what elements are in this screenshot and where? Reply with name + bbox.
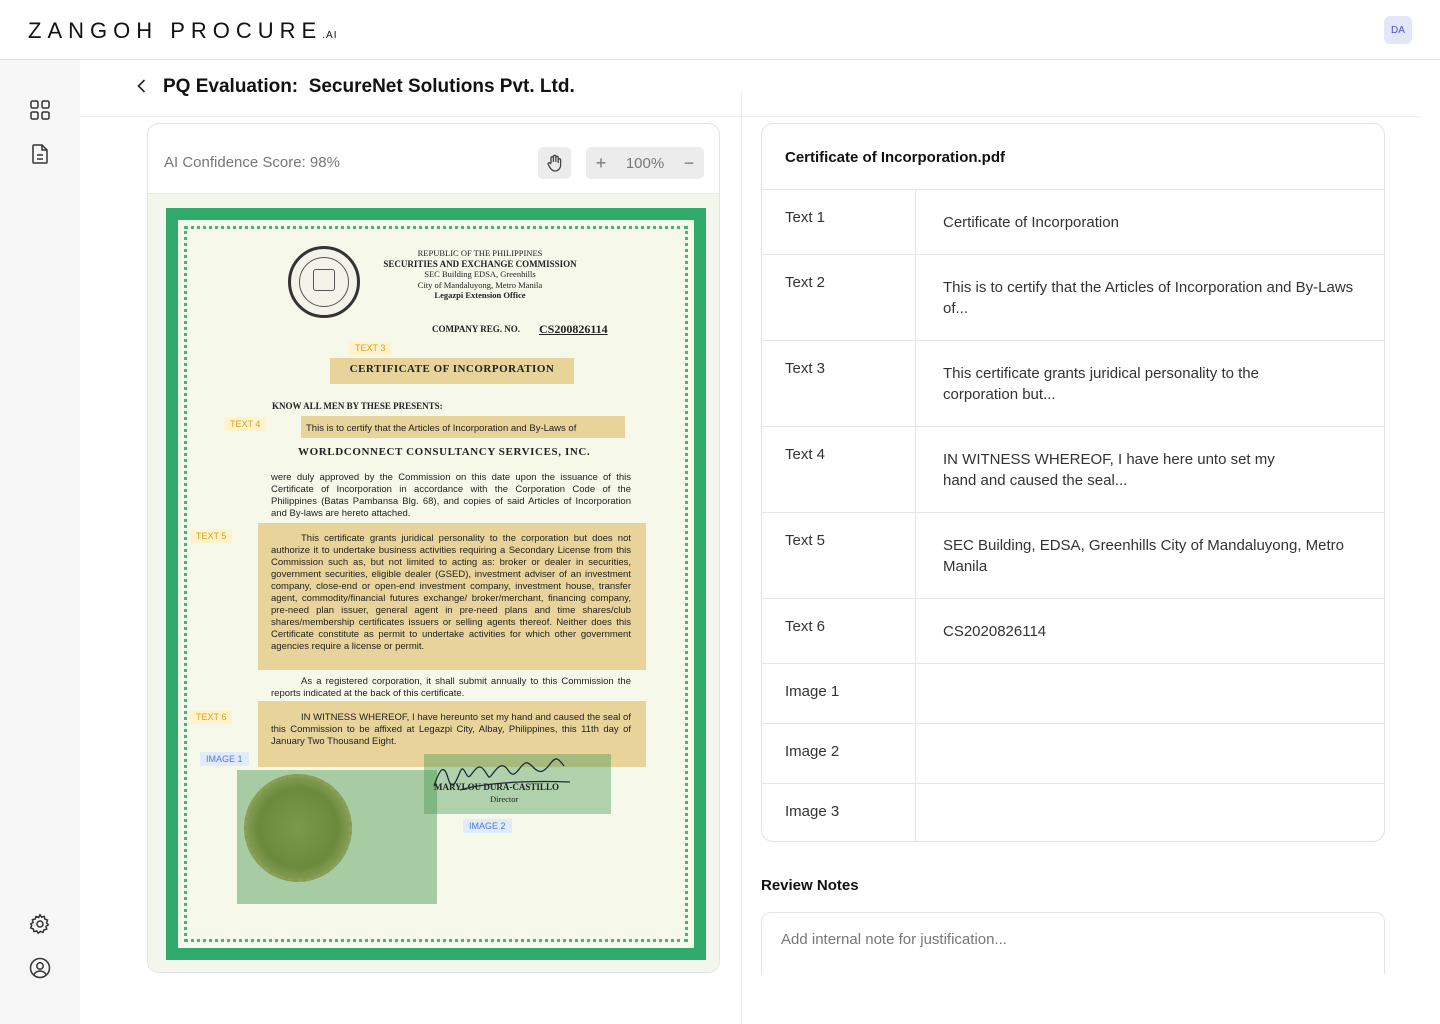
signer-name: MARYLOU DURA-CASTILLO (434, 782, 559, 792)
document-icon[interactable] (28, 142, 52, 166)
table-row[interactable]: Image 2 (762, 723, 1385, 783)
paragraph-4: IN WITNESS WHEREOF, I have hereunto set my hand and caused the seal of this Commission to be affixed at Legazpi City, Albay, Philippines, this 11th day of January Two Thousand Eight. (271, 712, 631, 747)
table-row[interactable]: Text 3 This certificate grants juridical personality to the corporation but... (762, 340, 1385, 426)
paragraph-2: This certificate grants juridical personality to the corporation but does not authorize it to undertake business activities requiring a Secondary License from this Commission such as, but not limited to acting as: broker or dealer in securities, government securities, eligible dealer (GSED), investment adviser of an investment company, close-end or open-end investment company, investment house, transfer agent, commodity/financial futures exchange/ broker/merchant, financing company, pre-need plan issuer, general agent in pre-need plans and time shares/club shares/membership certificates issuers or selling agents thereof. Neither does this Certificate constitute as permit to undertake activities for which other government agencies require a license or permit. (271, 533, 631, 652)
table-row[interactable]: Image 1 (762, 663, 1385, 723)
reg-number: CS200826114 (539, 322, 608, 336)
reg-label: COMPANY REG. NO. (432, 324, 520, 334)
document-header: REPUBLIC OF THE PHILIPPINES SECURITIES AND EXCHANGE COMMISSION SEC Building EDSA, Greenhills City of Mandaluyong, Metro Manila Legazpi Extension Office (383, 248, 577, 300)
table-row[interactable]: Text 1 Certificate of Incorporation (762, 189, 1385, 254)
zoom-in-button[interactable]: + (595, 152, 607, 173)
sidebar (0, 60, 80, 1024)
page-header (80, 60, 1420, 117)
logo-suffix: .AI (322, 30, 338, 41)
review-notes-box (761, 912, 1385, 974)
text-4-tag: TEXT 4 (224, 417, 266, 431)
signer-title: Director (490, 794, 519, 804)
company-name: WORLDCONNECT CONSULTANCY SERVICES, INC. (298, 446, 591, 458)
embossed-seal (244, 774, 352, 882)
text-6-tag: TEXT 6 (190, 710, 232, 724)
logo-text: ZANGOH PROCURE (28, 18, 323, 43)
hand-icon (545, 153, 565, 173)
paragraph-3: As a registered corporation, it shall submit annually to this Commission the reports indicated at the back of this certificate. (271, 676, 631, 699)
page-title: PQ Evaluation: SecureNet Solutions Pvt. Ltd. (163, 76, 575, 97)
table-row[interactable]: Text 4 IN WITNESS WHEREOF, I have here unto set my hand and caused the seal... (762, 426, 1385, 512)
image-1-tag: IMAGE 1 (200, 752, 249, 766)
avatar[interactable]: DA (1384, 16, 1412, 44)
table-row[interactable]: Text 6 CS2020826114 (762, 598, 1385, 663)
user-circle-icon[interactable] (28, 956, 52, 980)
text-5-tag: TEXT 5 (190, 529, 232, 543)
dashboard-grid-icon[interactable] (28, 98, 52, 122)
zoom-control (586, 147, 704, 179)
pan-hand-button[interactable] (538, 147, 571, 179)
file-name: Certificate of Incorporation.pdf (785, 149, 1006, 166)
sec-seal-logo (288, 246, 360, 318)
table-row[interactable]: Image 3 (762, 783, 1385, 842)
zoom-level: 100% (625, 154, 665, 172)
gear-icon[interactable] (28, 912, 52, 936)
table-row[interactable]: Text 2 This is to certify that the Articles of Incorporation and By-Laws of... (762, 254, 1385, 340)
text-3-tag: TEXT 3 (349, 341, 391, 355)
review-notes-input[interactable] (781, 931, 1361, 948)
certificate-title: CERTIFICATE OF INCORPORATION (349, 363, 555, 375)
zoom-out-button[interactable]: − (683, 152, 695, 173)
certificate-document (148, 194, 720, 973)
confidence-score: AI Confidence Score: 98% (164, 154, 340, 171)
viewer-toolbar (148, 124, 720, 194)
table-row[interactable]: Text 5 SEC Building, EDSA, Greenhills City of Mandaluyong, Metro Manila (762, 512, 1385, 598)
document-viewer (147, 123, 720, 973)
image-2-tag: IMAGE 2 (463, 819, 512, 833)
paragraph-1: were duly approved by the Commission on this date upon the issuance of this Certificate of Incorporation in accordance with the Corporation Code of the Philippines (Batas Pambansa Blg. 68), and copies of said Articles of Incorporation and By-laws are hereto attached. (271, 472, 631, 519)
app-logo[interactable] (28, 18, 337, 44)
extraction-panel (761, 123, 1385, 842)
back-chevron-icon[interactable] (132, 76, 152, 96)
top-bar (0, 0, 1440, 60)
column-divider (741, 92, 742, 1024)
know-all-line: KNOW ALL MEN BY THESE PRESENTS: (272, 401, 443, 411)
review-notes-label: Review Notes (761, 877, 859, 894)
certify-line: This is to certify that the Articles of Incorporation and By-Laws of (306, 423, 577, 434)
